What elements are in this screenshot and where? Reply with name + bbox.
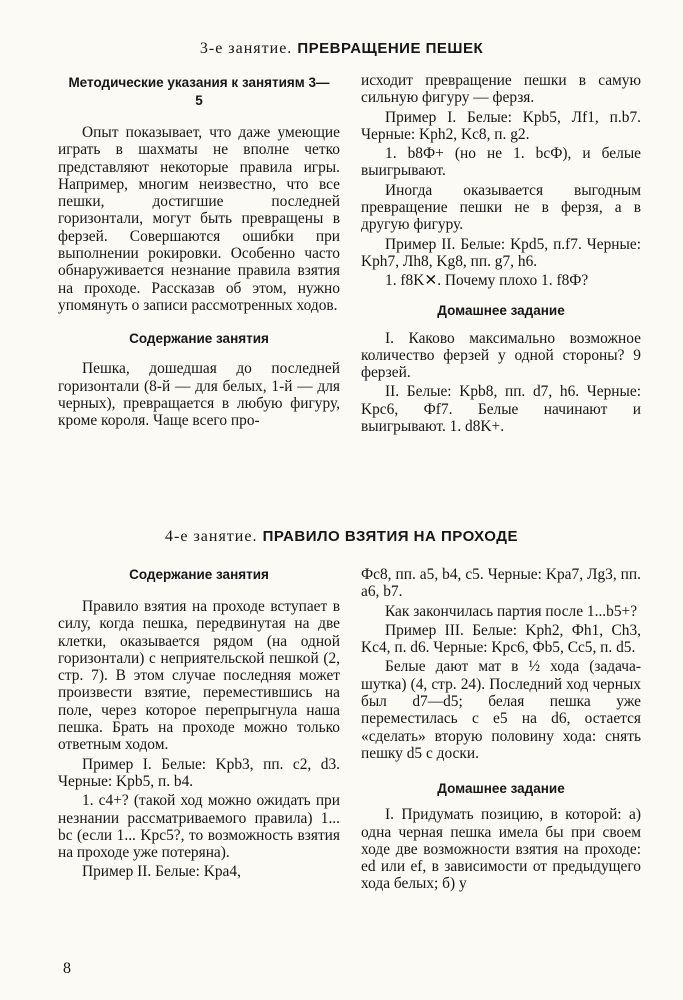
homework-2: II. Белые: Kpb8, пп. d7, h6. Черные: Kpc6, Фf7. Белые начинают и выигрывают. 1. d8K+. [361,383,641,436]
lesson-3-homework-heading: Домашнее задание [437,302,565,318]
lesson-4-example-1-solution: 1. c4+? (такой ход можно ожидать при незнании рассматриваемого правила) 1... bc (если 1... Kpc5?, то возможность взятия на проходе уже потеряна). [58,792,340,862]
lesson-3-content-heading: Содержание занятия [129,331,269,347]
lesson-4-homework-1: I. Придумать позицию, в которой: а) одна черная пешка имела бы при своем ходе две возможности взятия на проходе: ed или ef, в зависимости от предыдущего хода белых; б) у [361,806,641,893]
example-2-solution: 1. f8K✕. Почему плохо 1. f8Ф? [385,272,589,290]
lesson-3-title [0,38,683,58]
lesson-3-name: ПРЕВРАЩЕНИЕ ПЕШЕК [297,40,484,57]
promotion-text-continued: исходит превращение пешки в самую сильную фигуру — ферзя. [361,72,641,107]
example-1-position: Пример I. Белые: Kpb5, Лf1, п.b7. Черные: Kph2, Kc8, п. g2. [361,108,641,143]
lesson-4-example-3-solution: Белые дают мат в ½ хода (задача-шутка) (4, стр. 24). Последний ход черных был d7—d5; белая пешка уже переместилась с e5 на d6, остается «сделать» вторую половину хода: снять пешку d5 с доски. [361,658,641,762]
lesson-3-right-column [361,72,641,435]
page-number: 8 [63,960,71,977]
underpromotion-text: Иногда оказывается выгодным превращение пешки не в ферзя, а в другую фигуру. [361,181,641,234]
lesson-4-name: ПРАВИЛО ВЗЯТИЯ НА ПРОХОДЕ [262,528,518,545]
lesson-4-example-2-continued: Фc8, пп. a5, b4, c5. Черные: Kpa7, Лg3, пп. a6, b7. [361,566,641,601]
lesson-4-content-heading: Содержание занятия [129,567,269,582]
example-1-solution: 1. b8Ф+ (но не 1. bcФ), и белые выигрывают. [361,145,641,180]
lesson-4-title [0,526,683,546]
methodical-notes-text: Опыт показывает, что даже умеющие играть в шахматы не вполне четко представляют некоторые правила игры. Например, многим неизвестно, что все пешки, достигшие последней горизонтали, могут быть превращены в ферзей. Совершаются ошибки при выполнении рокировки. Особенно часто обнаруживается незнание правила взятия на проходе. Рассказав об этом, нужно упомянуть о записи рассмотренных ходов. [58,124,340,314]
en-passant-rule-text: Правило взятия на проходе вступает в силу, когда пешка, передвинутая на две клетки, оказывается рядом (на одной горизонтали) с неприятельской пешкой (2, стр. 7). В этом случае последняя может произвести взятие, переместившись на поле, через которое перепрыгнула наша пешка. Брать на проходе можно только ответным ходом. [58,598,340,754]
lesson-3-number: 3-е занятие. [199,40,293,57]
lesson-4-example-2-start: Пример II. Белые: Kpa4, [82,863,241,881]
lesson-4-question: Как закончилась партия после 1...b5+? [385,602,638,620]
lesson-3-left-column [58,74,340,429]
lesson-3-content-text: Пешка, дошедшая до последней горизонтали (8-й — для белых, 1-й — для черных), превращается в любую фигуру, кроме короля. Чаще всего про- [58,360,340,430]
lesson-4-example-3-position: Пример III. Белые: Kph2, Фh1, Ch3, Kc4, п. d6. Черные: Kpc6, Фb5, Cc5, п. d5. [361,621,641,657]
methodical-notes-heading: Методические указания к занятиям 3—5 [68,75,330,108]
lesson-4-homework-heading: Домашнее задание [437,781,565,797]
lesson-4-example-1-position: Пример I. Белые: Kpb3, пп. c2, d3. Черные: Kpb5, п. b4. [58,755,340,790]
lesson-4-number: 4-е занятие. [165,528,258,545]
lesson-4-right-column [361,566,641,893]
homework-1: I. Каково максимально возможное количество ферзей у одной стороны? 9 ферзей. [361,329,641,382]
example-2-position: Пример II. Белые: Kpd5, п.f7. Черные: Kph7, Лh8, Kg8, пп. g7, h6. [361,235,641,270]
lesson-4-left-column [58,566,340,881]
